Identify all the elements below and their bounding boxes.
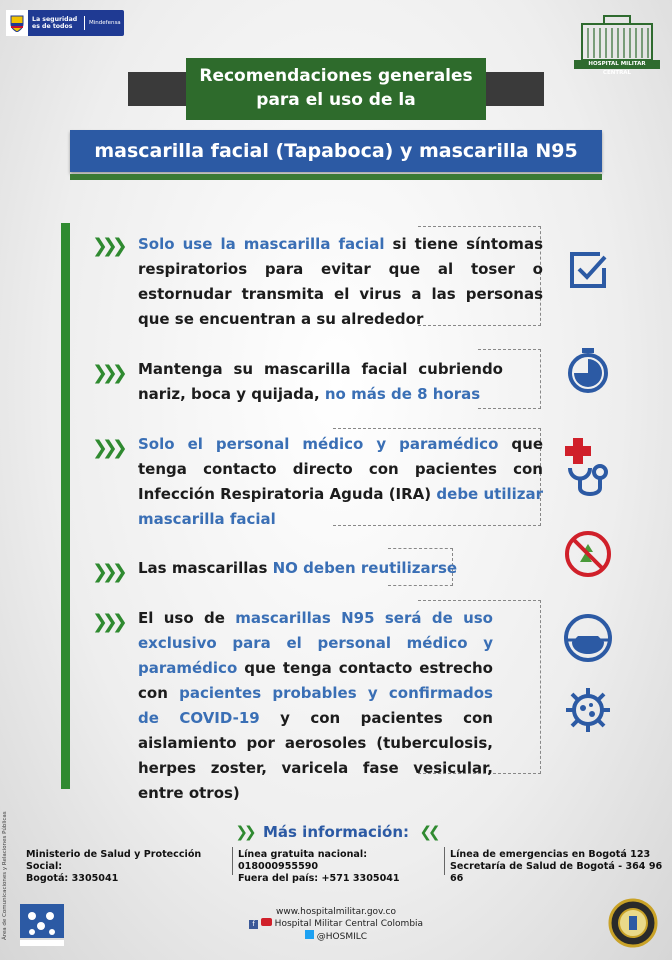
title-line-2: para el uso de la — [256, 90, 416, 110]
virus-icon — [562, 684, 614, 736]
list-item — [88, 556, 548, 586]
hospital-logo-text: HOSPITAL MILITAR CENTRAL — [574, 60, 660, 69]
footer-divider — [232, 847, 233, 875]
bullet-text: El uso de mascarillas N95 será de uso exclusivo para el personal médico y paramédico que tenga contacto estrecho con pacientes probables y confirmados de COVID-19 y con pacientes con aislamiento por aerosoles (tuberculosis, herpes zoster, varicela fase vesicular, entre otros) — [138, 609, 493, 802]
contact-national-line: Línea gratuita nacional: 018000955590 Fuera del país: +571 3305041 — [238, 849, 400, 884]
gov-slogan: La seguridad es de todos — [32, 16, 78, 30]
stethoscope-icon — [562, 436, 614, 500]
vertical-credit: Área de Comunicaciones y Relaciones Públicas — [2, 811, 8, 940]
colombia-shield-icon — [6, 10, 28, 36]
web-links — [0, 906, 672, 943]
list-item — [88, 230, 548, 330]
contact-ministry: Ministerio de Salud y Protección Social: Bogotá: 3305041 — [26, 849, 202, 884]
chevron-right-icon: ❯❯❯ — [92, 437, 122, 459]
chevron-right-icon: ❯❯ — [235, 823, 253, 841]
list-item — [88, 606, 548, 802]
mask-icon — [562, 612, 614, 668]
hospital-seal-icon — [608, 898, 658, 948]
website-link[interactable]: www.hospitalmilitar.gov.co — [276, 907, 396, 917]
title-banner — [186, 58, 486, 120]
facebook-icon: f — [249, 920, 258, 929]
chevron-right-icon: ❯❯❯ — [92, 235, 122, 257]
bullet-text: Solo use la mascarilla facial si tiene síntomas respiratorios para evitar que al toser o estornudar transmita el virus a las personas que se encuentran a su alrededor — [138, 235, 543, 328]
stopwatch-icon — [562, 344, 614, 396]
chevron-right-icon: ❯❯❯ — [92, 611, 122, 633]
more-info-heading: ❯❯ Más información: ❮❮ — [235, 823, 437, 841]
no-recycle-icon — [562, 528, 614, 580]
bullet-text: Solo el personal médico y paramédico que tenga contacto directo con pacientes con Infección Respiratoria Aguda (IRA) debe utilizar mascarilla facial — [138, 435, 544, 528]
content-side-bar — [61, 223, 70, 789]
government-logo — [6, 10, 124, 36]
list-item — [88, 357, 548, 409]
gov-ministry: Mindefensa — [84, 16, 121, 30]
bullet-text: Las mascarillas NO deben reutilizarse — [138, 559, 458, 577]
bullet-text: Mantenga su mascarilla facial cubriendo nariz, boca y quijada, no más de 8 horas — [138, 360, 503, 403]
social-facebook-youtube[interactable]: f Hospital Militar Central Colombia — [0, 918, 672, 930]
checkbox-icon — [562, 244, 614, 296]
list-item — [88, 432, 548, 532]
chevron-right-icon: ❯❯❯ — [92, 561, 122, 583]
title-line-1: Recomendaciones generales — [199, 66, 473, 86]
youtube-icon — [261, 918, 272, 926]
chevron-left-icon: ❮❮ — [419, 823, 437, 841]
subtitle-banner: mascarilla facial (Tapaboca) y mascarilla N95 — [70, 130, 602, 172]
contact-emergency: Línea de emergencias en Bogotá 123 Secretaría de Salud de Bogotá - 364 96 66 — [450, 849, 663, 884]
twitter-link[interactable]: @HOSMILC — [0, 930, 672, 943]
banner-wing-right — [480, 72, 544, 106]
chevron-right-icon: ❯❯❯ — [92, 362, 122, 384]
footer-divider — [444, 847, 445, 875]
subtitle-underline — [70, 174, 602, 180]
twitter-icon — [305, 930, 314, 939]
banner-wing-left — [128, 72, 192, 106]
